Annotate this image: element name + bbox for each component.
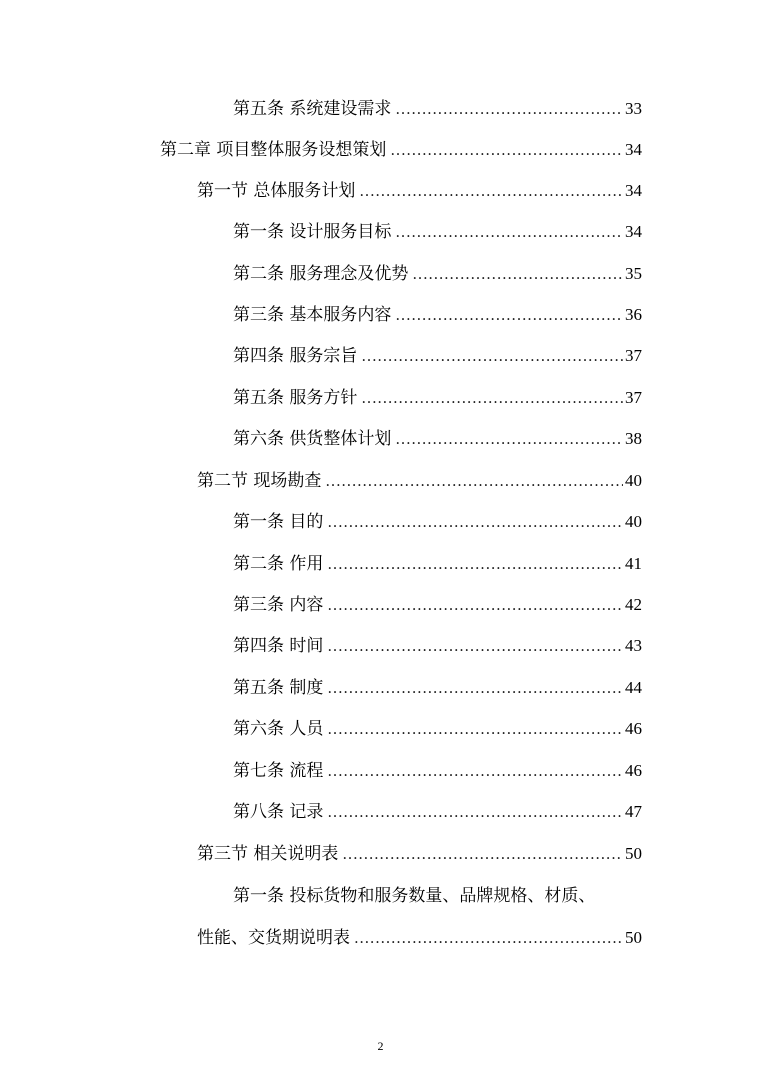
toc-entry-label: 第七条 流程 bbox=[233, 761, 324, 781]
dot-leader bbox=[327, 717, 623, 741]
toc-entry[interactable] bbox=[233, 676, 642, 700]
toc-entry-page: 47 bbox=[625, 802, 642, 821]
dot-leader bbox=[327, 759, 623, 783]
toc-entry-label: 第五条 系统建设需求 bbox=[233, 99, 392, 119]
toc-entry-label: 第二条 作用 bbox=[233, 554, 324, 574]
toc-entry-page: 38 bbox=[625, 429, 642, 448]
toc-entry-page: 40 bbox=[625, 512, 642, 531]
toc-entry[interactable] bbox=[233, 344, 642, 368]
toc-entry[interactable] bbox=[197, 469, 642, 493]
toc-entry-page: 50 bbox=[625, 844, 642, 863]
toc-entry-page: 41 bbox=[625, 554, 642, 573]
toc-entry-page: 34 bbox=[625, 181, 642, 200]
toc-entry[interactable] bbox=[233, 97, 642, 121]
toc-entry[interactable] bbox=[233, 220, 642, 244]
dot-leader bbox=[390, 138, 623, 162]
toc-entry-page: 34 bbox=[625, 140, 642, 159]
toc-entry-page: 50 bbox=[625, 928, 642, 947]
toc-entry-label: 第三节 相关说明表 bbox=[197, 844, 339, 864]
toc-entry-label: 第四条 时间 bbox=[233, 636, 324, 656]
toc-entry-page: 36 bbox=[625, 305, 642, 324]
toc-entry-label: 第三条 内容 bbox=[233, 595, 324, 615]
toc-entry-page: 40 bbox=[625, 471, 642, 490]
toc-entry-page: 37 bbox=[625, 388, 642, 407]
dot-leader bbox=[327, 634, 623, 658]
dot-leader bbox=[327, 800, 623, 824]
dot-leader bbox=[327, 593, 623, 617]
dot-leader bbox=[327, 510, 623, 534]
dot-leader bbox=[325, 469, 623, 493]
toc-entry-page: 46 bbox=[625, 719, 642, 738]
page-number: 2 bbox=[377, 1039, 384, 1053]
dot-leader bbox=[361, 344, 623, 368]
toc-entry[interactable] bbox=[233, 427, 642, 451]
toc-entry-page: 46 bbox=[625, 761, 642, 780]
toc-entry-label: 第一条 目的 bbox=[233, 512, 324, 532]
toc-entry-page: 35 bbox=[625, 264, 642, 283]
toc-entry-label: 第六条 供货整体计划 bbox=[233, 429, 392, 449]
toc-entry-label: 第五条 服务方针 bbox=[233, 388, 358, 408]
dot-leader bbox=[395, 97, 623, 121]
toc-entry[interactable] bbox=[197, 842, 642, 866]
dot-leader bbox=[327, 552, 623, 576]
toc-entry-label: 第五条 制度 bbox=[233, 678, 324, 698]
toc-entry-page: 34 bbox=[625, 222, 642, 241]
toc-entry[interactable] bbox=[233, 510, 642, 534]
toc-entry-label: 第一条 设计服务目标 bbox=[233, 222, 392, 242]
toc-entry-label: 第二节 现场勘查 bbox=[197, 471, 322, 491]
toc-entry[interactable] bbox=[233, 262, 642, 286]
toc-entry-label: 第二条 服务理念及优势 bbox=[233, 264, 409, 284]
toc-entry[interactable] bbox=[197, 179, 642, 203]
dot-leader bbox=[354, 926, 623, 950]
dot-leader bbox=[342, 842, 623, 866]
toc-entry-page: 42 bbox=[625, 595, 642, 614]
toc-entry[interactable] bbox=[233, 634, 642, 658]
toc-entry-label: 第六条 人员 bbox=[233, 719, 324, 739]
toc-entry[interactable] bbox=[233, 593, 642, 617]
dot-leader bbox=[412, 262, 623, 286]
dot-leader bbox=[395, 220, 623, 244]
dot-leader bbox=[327, 676, 623, 700]
toc-entry-label: 第二章 项目整体服务设想策划 bbox=[160, 140, 387, 160]
toc-entry-label: 第一节 总体服务计划 bbox=[197, 181, 356, 201]
toc-entry-label: 第八条 记录 bbox=[233, 802, 324, 822]
toc-entry-page: 33 bbox=[625, 99, 642, 118]
toc-entry-label: 第三条 基本服务内容 bbox=[233, 305, 392, 325]
toc-entry-page: 37 bbox=[625, 346, 642, 365]
toc-entry[interactable] bbox=[160, 138, 642, 162]
toc-entry-wrapped-first-line[interactable]: 第一条 投标货物和服务数量、品牌规格、材质、 bbox=[233, 886, 596, 906]
toc-entry[interactable] bbox=[233, 717, 642, 741]
dot-leader bbox=[361, 386, 623, 410]
toc-entry-label: 第四条 服务宗旨 bbox=[233, 346, 358, 366]
dot-leader bbox=[395, 427, 623, 451]
toc-entry[interactable] bbox=[233, 800, 642, 824]
toc-entry-page: 43 bbox=[625, 636, 642, 655]
toc-entry[interactable] bbox=[233, 552, 642, 576]
dot-leader bbox=[359, 179, 623, 203]
toc-entry[interactable] bbox=[233, 303, 642, 327]
toc-entry-page: 44 bbox=[625, 678, 642, 697]
toc-entry[interactable] bbox=[233, 759, 642, 783]
toc-entry[interactable] bbox=[233, 386, 642, 410]
toc-entry-label: 性能、交货期说明表 bbox=[197, 928, 350, 948]
dot-leader bbox=[395, 303, 623, 327]
toc-entry[interactable] bbox=[197, 926, 642, 950]
